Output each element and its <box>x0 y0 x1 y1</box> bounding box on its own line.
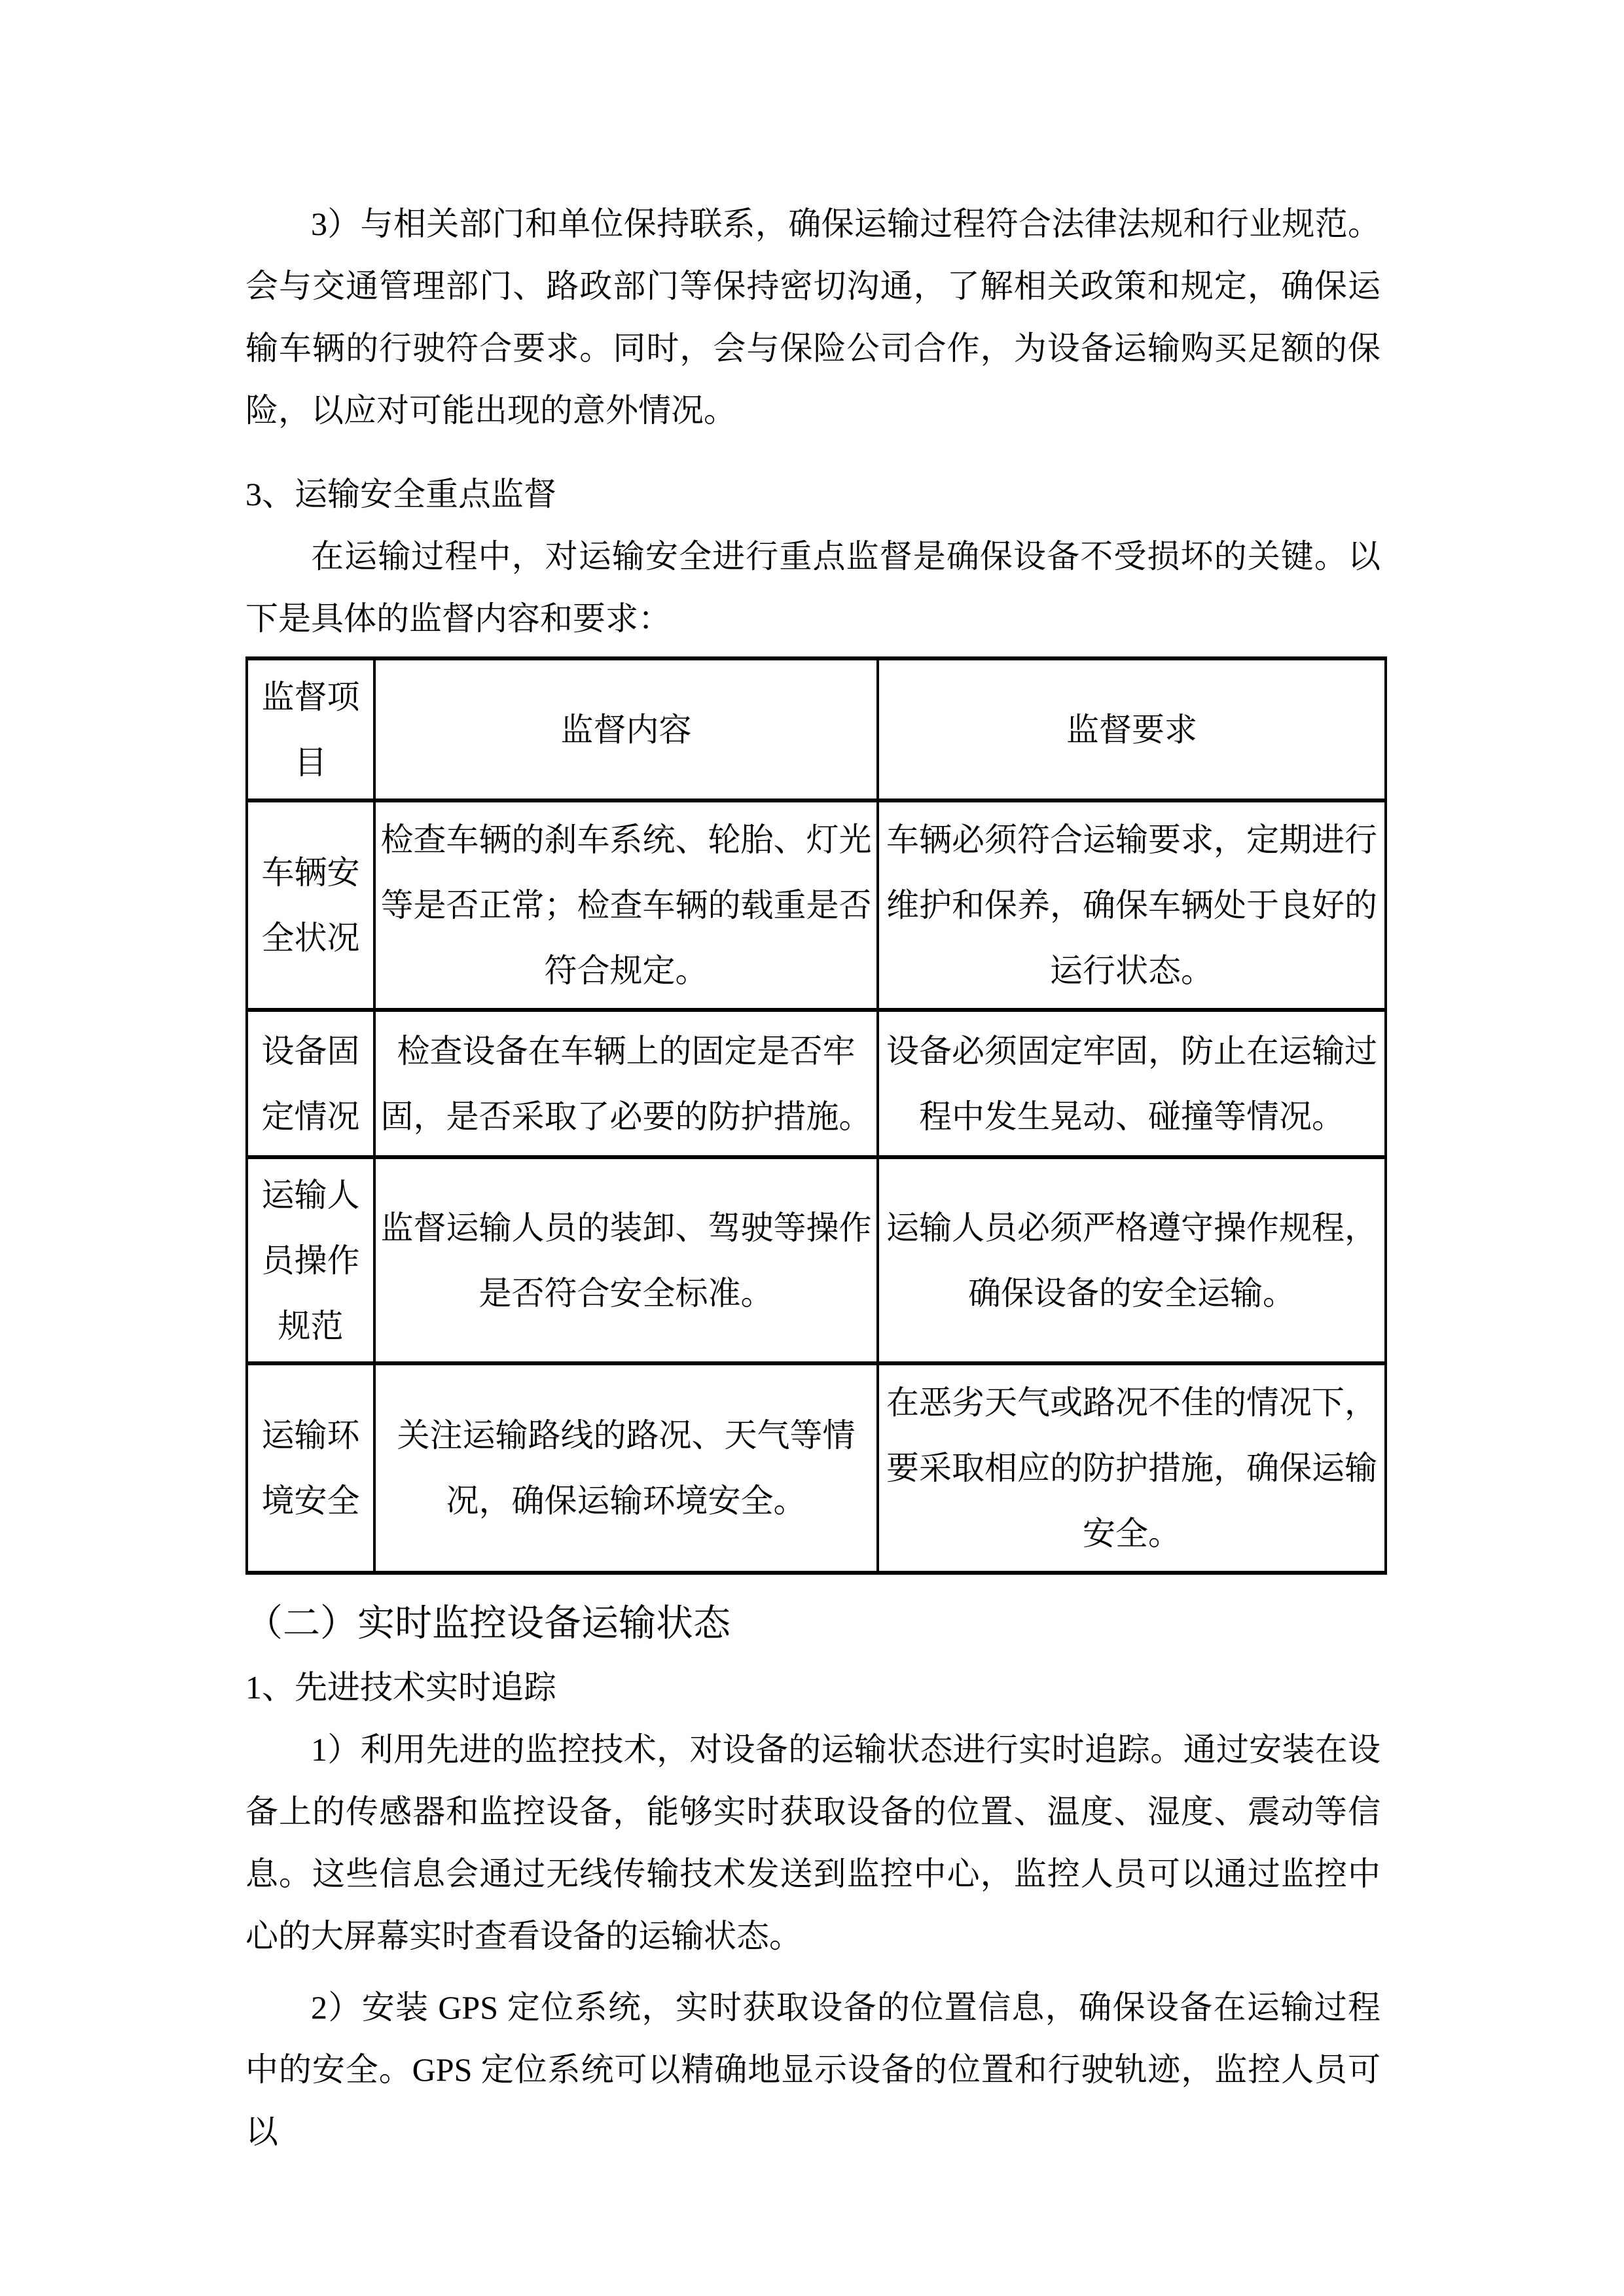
header-cell-item: 监督项目 <box>247 658 374 800</box>
table-row <box>247 1157 1386 1363</box>
cell-item: 运输人员操作规范 <box>247 1157 374 1363</box>
cell-requirement: 设备必须固定牢固，防止在运输过程中发生晃动、碰撞等情况。 <box>878 1010 1386 1157</box>
paragraph-supervision-intro: 在运输过程中，对运输安全进行重点监督是确保设备不受损坏的关键。以下是具体的监督内容和要求： <box>245 538 1380 637</box>
heading-advanced-tech-tracking: 1、先进技术实时追踪 <box>245 1669 556 1706</box>
header-cell-requirement: 监督要求 <box>878 658 1386 800</box>
heading-realtime-monitoring-section: （二）实时监控设备运输状态 <box>245 1603 731 1644</box>
cell-item: 设备固定情况 <box>247 1010 374 1157</box>
supervision-table <box>245 656 1387 1575</box>
table-row <box>247 1363 1386 1573</box>
paragraph-liaison: 3）与相关部门和单位保持联系，确保运输过程符合法律法规和行业规范。会与交通管理部门、路政部门等保持密切沟通，了解相关政策和规定，确保运输车辆的行驶符合要求。同时，会与保险公司合作，为设备运输购买足额的保险，以应对可能出现的意外情况。 <box>245 206 1380 429</box>
table-row <box>247 800 1386 1010</box>
cell-item: 车辆安全状况 <box>247 800 374 1010</box>
cell-item: 运输环境安全 <box>247 1363 374 1573</box>
table-header-row <box>247 658 1386 800</box>
cell-content: 监督运输人员的装卸、驾驶等操作是否符合安全标准。 <box>374 1157 878 1363</box>
cell-requirement: 在恶劣天气或路况不佳的情况下，要采取相应的防护措施，确保运输安全。 <box>878 1363 1386 1573</box>
paragraph-tracking: 1）利用先进的监控技术，对设备的运输状态进行实时追踪。通过安装在设备上的传感器和监控设备，能够实时获取设备的位置、温度、湿度、震动等信息。这些信息会通过无线传输技术发送到监控中心，监控人员可以通过监控中心的大屏幕实时查看设备的运输状态。 <box>245 1731 1380 1954</box>
cell-requirement: 运输人员必须严格遵守操作规程，确保设备的安全运输。 <box>878 1157 1386 1363</box>
paragraph-gps: 2）安装 GPS 定位系统，实时获取设备的位置信息，确保设备在运输过程中的安全。GPS 定位系统可以精确地显示设备的位置和行驶轨迹，监控人员可以 <box>245 1989 1380 2150</box>
cell-requirement: 车辆必须符合运输要求，定期进行维护和保养，确保车辆处于良好的运行状态。 <box>878 800 1386 1010</box>
cell-content: 关注运输路线的路况、天气等情况，确保运输环境安全。 <box>374 1363 878 1573</box>
cell-content: 检查车辆的刹车系统、轮胎、灯光等是否正常；检查车辆的载重是否符合规定。 <box>374 800 878 1010</box>
header-cell-content: 监督内容 <box>374 658 878 800</box>
heading-transport-safety-supervision: 3、运输安全重点监督 <box>245 476 556 512</box>
cell-content: 检查设备在车辆上的固定是否牢固，是否采取了必要的防护措施。 <box>374 1010 878 1157</box>
table-row <box>247 1010 1386 1157</box>
